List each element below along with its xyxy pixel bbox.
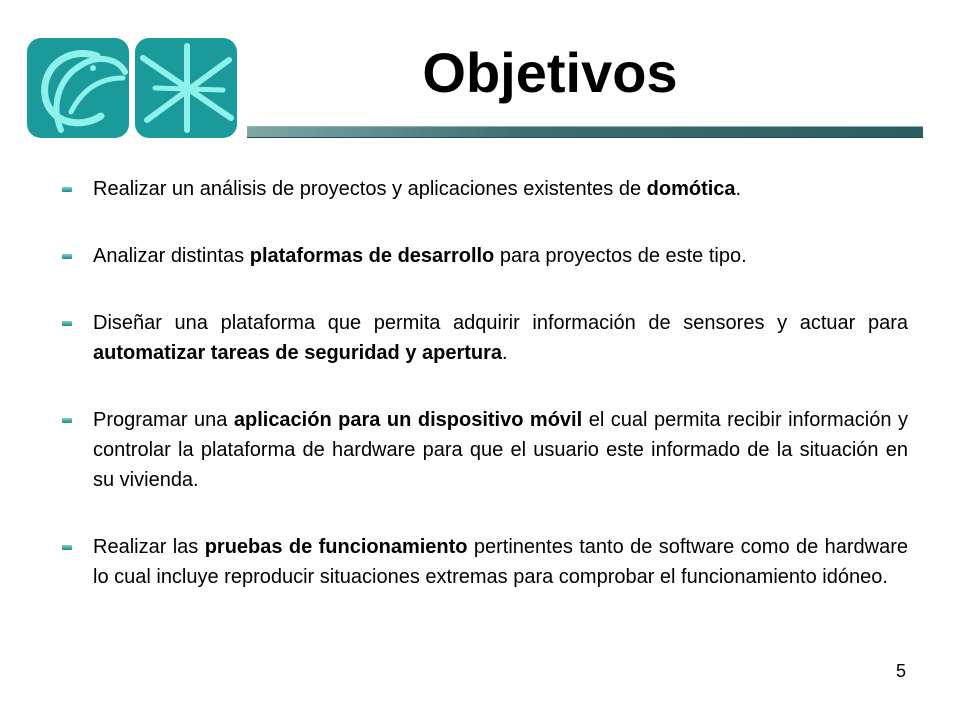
objective-text-bold: plataformas de desarrollo — [249, 245, 495, 267]
bullet-icon — [62, 321, 72, 326]
logo-graphic — [27, 38, 237, 138]
objective-text — [93, 178, 741, 200]
objective-text — [93, 409, 908, 491]
objective-text-part: Analizar distintas — [93, 245, 250, 267]
objective-text-bold: domótica — [646, 178, 736, 200]
objective-text-part: Realizar las — [93, 536, 205, 558]
objective-text — [93, 536, 908, 588]
objective-text-part: el cual permita recibir información y controlar la plataforma de hardware para que el usuario este informado de la situación en su vivienda. — [93, 409, 908, 491]
objective-text-part: pertinentes tanto de software como de hardware lo cual incluye reproducir situaciones extremas para comprobar el funcionamiento idóneo. — [93, 536, 908, 588]
bullet-icon — [62, 418, 72, 423]
objective-item — [62, 241, 908, 271]
objective-text-bold: pruebas de funcionamiento — [204, 536, 468, 558]
page-number: 5 — [895, 661, 906, 681]
title-underline — [247, 126, 923, 138]
objective-text — [93, 312, 908, 364]
objective-text-part: Diseñar una plataforma que permita adquirir información de sensores y actuar para — [93, 312, 908, 334]
objective-text-part: para proyectos de este tipo. — [494, 245, 747, 267]
objective-item — [62, 308, 908, 368]
objective-text-bold: automatizar tareas de seguridad y apertura — [93, 342, 503, 364]
objective-text-bold: aplicación para un dispositivo móvil — [233, 409, 583, 431]
objective-text-part: . — [735, 178, 742, 200]
objective-item — [62, 405, 908, 495]
objective-text-part: Programar una — [93, 409, 234, 431]
objective-item — [62, 532, 908, 592]
bullet-icon — [62, 545, 72, 550]
objectives-list — [62, 174, 908, 629]
bullet-icon — [62, 187, 72, 192]
objective-text-part: Realizar un análisis de proyectos y aplicaciones existentes de — [93, 178, 647, 200]
objective-text — [93, 245, 747, 267]
logo — [27, 38, 237, 138]
bullet-icon — [62, 254, 72, 259]
slide-title: Objetivos — [422, 41, 678, 104]
objective-item — [62, 174, 908, 204]
objective-text-part: . — [502, 342, 508, 364]
